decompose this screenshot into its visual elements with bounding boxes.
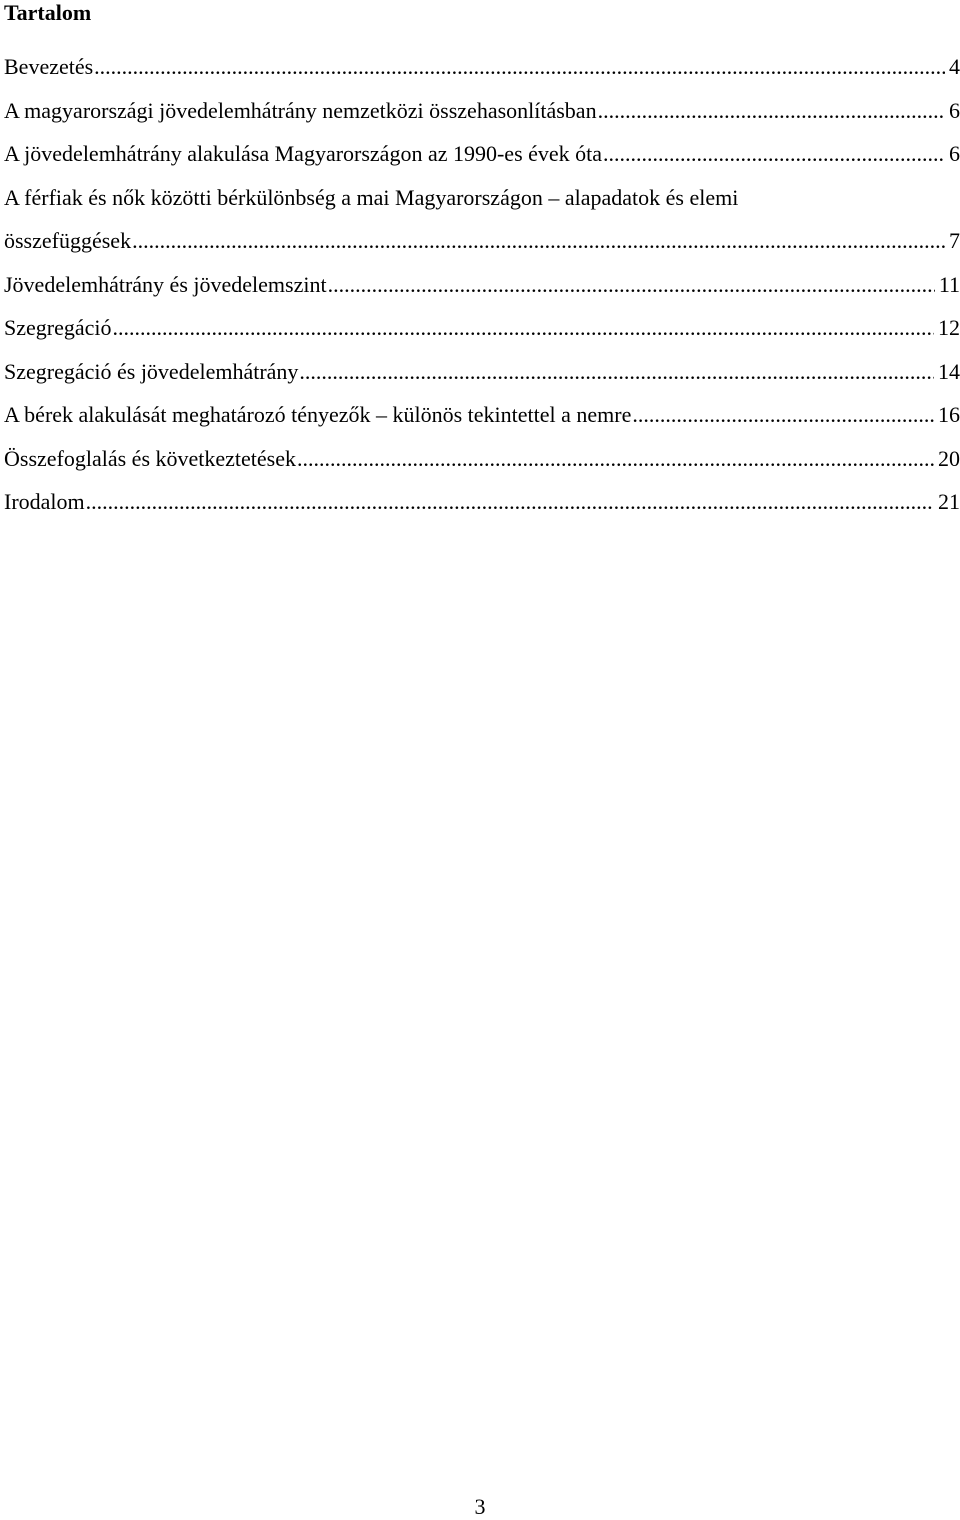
toc-entry-page: 12 xyxy=(938,315,960,340)
toc-entry-title: A bérek alakulását meghatározó tényezők – különös tekintettel a nemre xyxy=(4,402,632,427)
toc-entry-title: Szegregáció és jövedelemhátrány xyxy=(4,358,299,384)
toc-leader-dots xyxy=(86,486,934,518)
toc-entry-page: 6 xyxy=(949,141,960,166)
toc-entry[interactable] xyxy=(4,356,960,400)
toc-entry[interactable] xyxy=(4,269,960,313)
toc-entry-title: Összefoglalás és következtetések xyxy=(4,445,296,471)
page-number: 3 xyxy=(474,1494,486,1519)
toc-entry[interactable] xyxy=(4,182,960,269)
toc-entry-title: Jövedelemhátrány és jövedelemszint xyxy=(4,271,327,297)
toc-leader-dots xyxy=(299,356,934,388)
toc-entry-title: Szegregáció xyxy=(4,315,112,340)
toc-leader-dots xyxy=(632,399,934,431)
toc-entry[interactable] xyxy=(4,138,960,182)
toc-leader-dots xyxy=(132,225,945,257)
toc-leader-dots xyxy=(113,312,935,344)
toc-entry-page: 21 xyxy=(938,489,960,514)
toc-entry[interactable] xyxy=(4,312,960,356)
toc-entry-title: Bevezetés xyxy=(4,54,94,79)
toc-entry[interactable] xyxy=(4,51,960,95)
toc-entry[interactable] xyxy=(4,399,960,443)
toc-entry-page: 16 xyxy=(938,402,960,427)
toc-entry-title-line2: összefüggések xyxy=(4,228,132,253)
toc-entry-title: A jövedelemhátrány alakulása Magyarországon az 1990-es évek óta xyxy=(4,141,603,166)
toc-leader-dots xyxy=(297,443,934,475)
toc-entry[interactable] xyxy=(4,95,960,139)
toc-leader-dots xyxy=(328,269,935,301)
toc-leader-dots xyxy=(603,138,945,170)
toc-entry-page: 20 xyxy=(938,445,960,471)
toc-entry-title-line1: A férfiak és nők közötti bérkülönbség a mai Magyarországon – alapadatok és elemi xyxy=(4,184,739,210)
toc-entry[interactable] xyxy=(4,486,960,530)
toc-entry-page: 7 xyxy=(949,228,960,253)
toc-leader-dots xyxy=(94,51,945,83)
toc-entry-title: A magyarországi jövedelemhátrány nemzetközi összehasonlításban xyxy=(4,97,597,123)
document-heading: Tartalom xyxy=(4,0,92,25)
toc-entry-title: Irodalom xyxy=(4,489,85,514)
table-of-contents xyxy=(4,51,960,530)
toc-entry-page: 4 xyxy=(949,54,960,79)
toc-leader-dots xyxy=(598,95,945,127)
toc-entry-page: 14 xyxy=(938,358,960,384)
toc-entry-page: 11 xyxy=(938,271,960,297)
toc-entry[interactable] xyxy=(4,443,960,487)
toc-entry-page: 6 xyxy=(949,97,960,123)
